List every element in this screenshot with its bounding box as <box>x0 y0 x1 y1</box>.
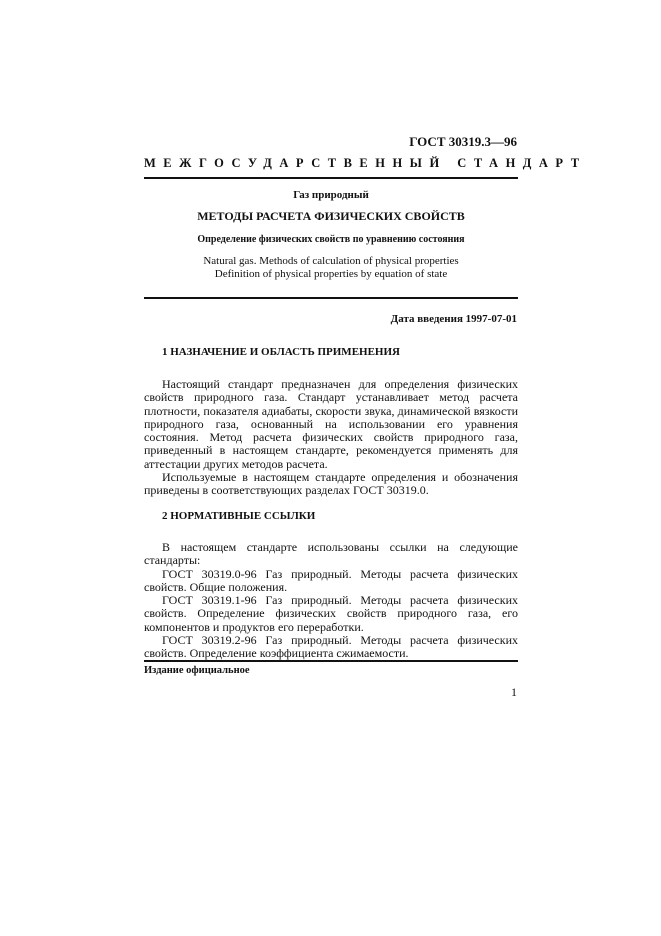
title-rule <box>144 297 518 299</box>
title-subtitle: Определение физических свойств по уравнению состояния <box>197 234 465 245</box>
paragraph: Настоящий стандарт предназначен для определения физических свойств природного газа. Стандарт устанавливает метод расчета плотности, показателя адиабаты, скорости звука, динамической вязкости природного газа, основанный на использовании его уравнения состояния. Метод расчета физических свойств природного газа, приведенный в настоящем стандарте, рекомендуется применять для аттестации других методов расчета. <box>144 377 518 471</box>
paragraph: ГОСТ 30319.2-96 Газ природный. Методы расчета физических свойств. Определение коэффициента сжимаемости. <box>144 633 518 661</box>
title-english <box>144 255 518 281</box>
introduction-date: Дата введения 1997-07-01 <box>390 313 517 325</box>
section-2-body <box>144 541 518 661</box>
title-english-line-2: Definition of physical properties by equation of state <box>214 268 448 280</box>
paragraph: ГОСТ 30319.1-96 Газ природный. Методы расчета физических свойств. Определение физических свойств природного газа, его компонентов и продуктов его переработки. <box>144 593 518 634</box>
section-1-heading: 1 НАЗНАЧЕНИЕ И ОБЛАСТЬ ПРИМЕНЕНИЯ <box>162 346 400 358</box>
footer-rule <box>144 660 518 662</box>
edition-note: Издание официальное <box>144 665 250 676</box>
header-rule <box>144 177 518 179</box>
paragraph: ГОСТ 30319.0-96 Газ природный. Методы расчета физических свойств. Общие положения. <box>144 566 518 594</box>
paragraph: Используемые в настоящем стандарте определения и обозначения приведены в соответствующих разделах ГОСТ 30319.0. <box>144 470 518 498</box>
title-main: МЕТОДЫ РАСЧЕТА ФИЗИЧЕСКИХ СВОЙСТВ <box>197 209 465 223</box>
section-2-heading: 2 НОРМАТИВНЫЕ ССЫЛКИ <box>162 510 316 522</box>
title-english-line-1: Natural gas. Methods of calculation of physical properties <box>203 255 459 267</box>
title-subject: Газ природный <box>293 189 369 201</box>
document-code: ГОСТ 30319.3—96 <box>409 134 517 149</box>
page-number: 1 <box>511 685 517 699</box>
paragraph: В настоящем стандарте использованы ссылки на следующие стандарты: <box>144 540 518 568</box>
section-1-body <box>144 378 518 498</box>
standard-banner: МЕЖГОСУДАРСТВЕННЫЙ СТАНДАРТ <box>144 156 587 170</box>
